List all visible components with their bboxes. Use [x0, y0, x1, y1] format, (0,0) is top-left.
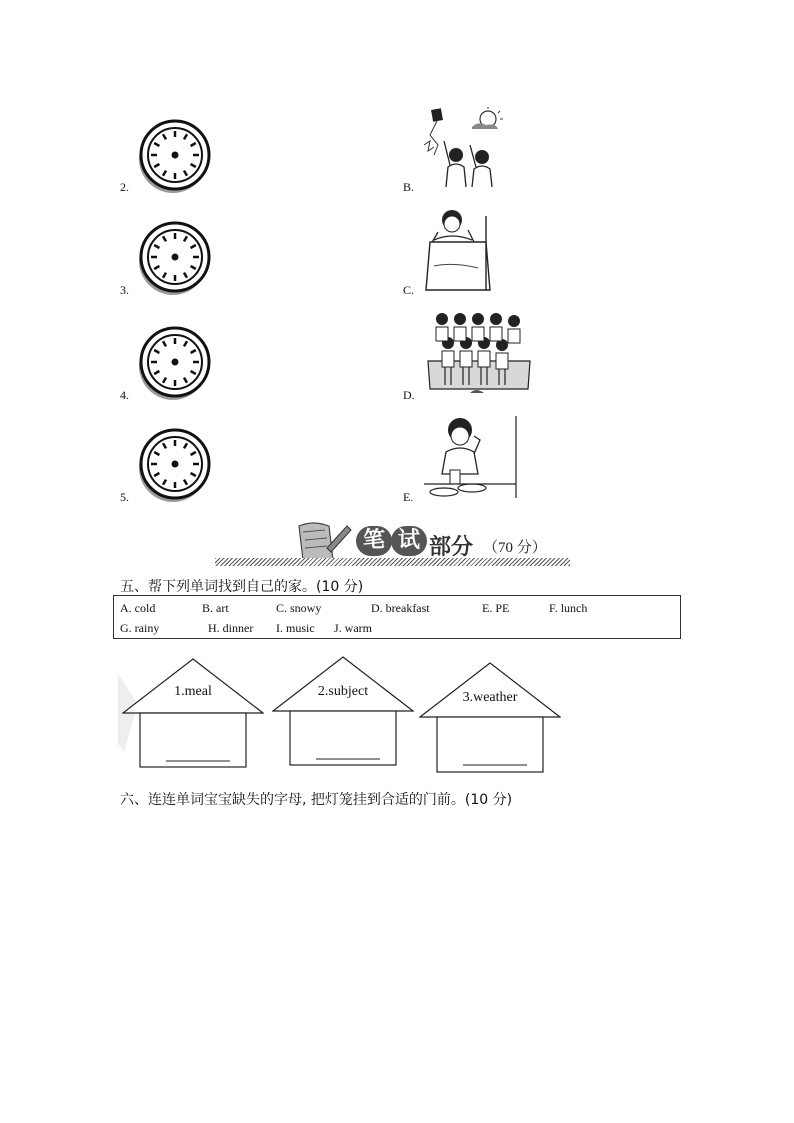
section5-heading: 五、帮下列单词找到自己的家。(10 分) [120, 579, 364, 595]
word-option: I. music [276, 621, 315, 635]
house-weather [419, 662, 561, 774]
house-label: 3.weather [462, 690, 518, 705]
word-option: F. lunch [549, 601, 588, 615]
item-number: 5. [120, 490, 129, 504]
banner-char-bi: 笔 [356, 526, 392, 556]
word-bank [113, 595, 681, 639]
item-number: 2. [120, 180, 129, 194]
word-option: E. PE [482, 601, 510, 615]
word-option: A. cold [120, 601, 156, 615]
section6-heading: 六、连连单词宝宝缺失的字母, 把灯笼挂到合适的门前。(10 分) [120, 792, 513, 808]
word-option: C. snowy [276, 601, 322, 615]
house-label: 2.subject [317, 684, 369, 699]
house-subject [272, 656, 414, 768]
option-letter: D. [403, 388, 415, 402]
word-option: B. art [202, 601, 229, 615]
children-group-picture [426, 309, 532, 399]
house-outline [122, 658, 264, 770]
banner-char-shi: 试 [391, 526, 427, 556]
word-option: H. dinner [208, 621, 254, 635]
written-part-banner [215, 520, 570, 570]
clock-face-icon [135, 426, 215, 506]
banner-score: （70 分） [483, 540, 547, 556]
word-option: J. warm [334, 621, 372, 635]
word-option: G. rainy [120, 621, 160, 635]
banner-stripe [215, 558, 570, 566]
clock-face-icon [135, 324, 215, 404]
word-option: D. breakfast [371, 601, 430, 615]
house-outline [272, 656, 414, 768]
item-number: 4. [120, 388, 129, 402]
boy-breakfast-picture [424, 414, 518, 500]
option-letter: B. [403, 180, 415, 194]
kite-flying-picture [420, 105, 505, 190]
boy-in-bed-picture [424, 206, 494, 294]
option-letter: C. [403, 283, 415, 297]
house-outline [419, 662, 561, 774]
house-meal [122, 658, 264, 770]
clock-face-icon [135, 117, 215, 197]
item-number: 3. [120, 283, 129, 297]
option-letter: E. [403, 490, 414, 504]
banner-title: 部分 [429, 535, 474, 560]
house-label: 1.meal [174, 684, 212, 699]
clock-face-icon [135, 219, 215, 299]
